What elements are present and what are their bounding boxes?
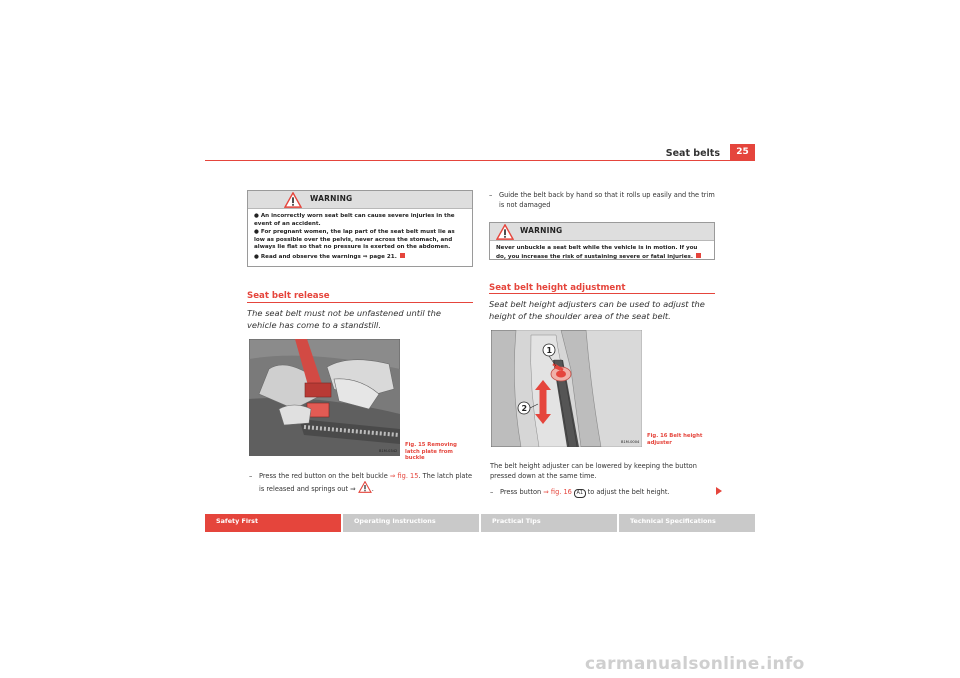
warning-triangle-icon (496, 224, 514, 240)
footer-tab-safety-first[interactable]: Safety First (205, 514, 341, 532)
step-press-adjuster (490, 487, 716, 498)
header-rule (205, 160, 755, 161)
end-of-section-marker (400, 253, 405, 258)
section-rule (247, 302, 473, 303)
warning-box-left (247, 190, 473, 267)
warning-box-right (489, 222, 715, 260)
step-dash: – (249, 472, 253, 480)
page-number-badge: 25 (730, 144, 755, 161)
warning-triangle-icon (284, 192, 302, 208)
warning-item: ● Read and observe the warnings ⇒ page 21. (254, 253, 467, 262)
figure-15-caption: Fig. 15 Removing latch plate from buckle (405, 442, 457, 462)
watermark: carmanualsonline.info (585, 654, 805, 674)
section-intro-release: The seat belt must not be unfastened until the vehicle has come to a standstill. (247, 308, 441, 330)
warning-body (248, 209, 472, 267)
section-rule (489, 293, 715, 294)
figure-15-illustration (249, 339, 400, 456)
end-of-section-marker (696, 253, 701, 258)
section-title-height: Seat belt height adjustment (489, 283, 626, 293)
section-title-release: Seat belt release (247, 291, 330, 301)
warning-item: ● For pregnant women, the lap part of the seat belt must lie as low as possible over the pelvis, never across the stomach, and always lie flat so that no pressure is exerted on the abdomen. (254, 229, 455, 251)
footer-tab-practical-tips[interactable]: Practical Tips (481, 514, 617, 532)
callout-badge: A1 (574, 489, 586, 498)
continue-arrow-icon (716, 487, 722, 495)
warning-text: Never unbuckle a seat belt while the vehicle is in motion. If you do, you increase the risk of sustaining severe or fatal injuries. (496, 245, 709, 261)
warning-triangle-icon (358, 481, 372, 493)
footer-tab-operating-instructions[interactable]: Operating Instructions (343, 514, 479, 532)
step-text: Press button ⇒ fig. 16 A1 to adjust the belt height. (500, 488, 670, 496)
figure-link[interactable]: ⇒ fig. 16 (543, 488, 572, 496)
step-dash: – (490, 488, 494, 496)
callout-1: 1 (546, 346, 553, 355)
step-text: Guide the belt back by hand so that it rolls up easily and the trim is not damaged (499, 191, 715, 209)
section-intro-height: Seat belt height adjusters can be used to adjust the height of the shoulder area of the seat belt. (489, 299, 705, 321)
warning-title: WARNING (310, 194, 353, 203)
step-press-button (249, 471, 475, 494)
warning-item: ● An incorrectly worn seat belt can cause severe injuries in the event of an accident. (254, 213, 455, 227)
warning-body (490, 241, 714, 266)
warning-header (490, 223, 714, 241)
callout-2: 2 (521, 404, 528, 413)
step-guide-belt (489, 190, 715, 210)
warning-title: WARNING (520, 226, 563, 235)
figure-16-caption: Fig. 16 Belt height adjuster (647, 433, 703, 446)
figure-code: B1M-0342 (379, 449, 398, 453)
height-body-text: The belt height adjuster can be lowered by keeping the button pressed down at the same time. (490, 462, 697, 480)
running-header-title: Seat belts (665, 148, 720, 159)
footer-tab-technical-specifications[interactable]: Technical Specifications (619, 514, 755, 532)
step-text: Press the red button on the belt buckle ⇒ fig. 15. The latch plate is released and springs out ⇒ . (259, 472, 473, 493)
warning-header (248, 191, 472, 209)
step-dash: – (489, 191, 493, 199)
figure-code: B1M-0004 (621, 440, 640, 444)
figure-link[interactable]: ⇒ fig. 15 (389, 472, 419, 480)
figure-16-illustration (491, 330, 642, 447)
